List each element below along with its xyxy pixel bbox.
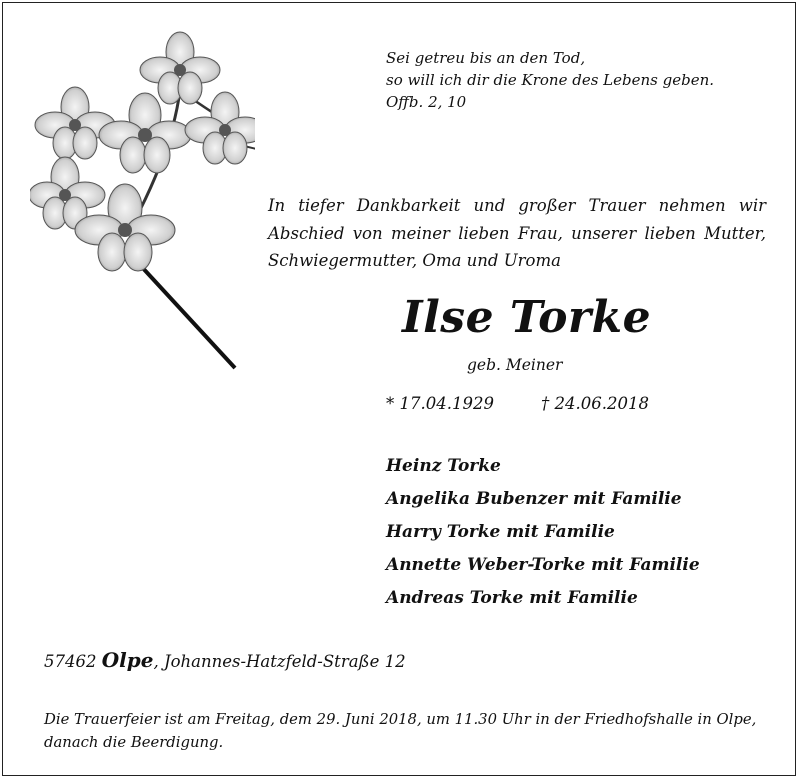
mourner-item: Heinz Torke — [386, 456, 501, 476]
verse-reference: Offb. 2, 10 — [386, 93, 467, 111]
deceased-name: Ilse Torke — [402, 292, 652, 343]
street: , Johannes-Hatzfeld-Straße 12 — [153, 652, 406, 671]
intro-line-1: In tiefer Dankbarkeit und großer Trauer nehmen wir — [268, 196, 766, 215]
mourner-item: Andreas Torke mit Familie — [386, 588, 638, 608]
birth-date: * 17.04.1929 — [386, 394, 494, 413]
maiden-name: geb. Meiner — [467, 356, 563, 374]
service-info — [44, 708, 769, 754]
intro-line-2: Abschied von meiner lieben Frau, unserer lieben Mutter, — [268, 223, 766, 243]
death-date: † 24.06.2018 — [541, 394, 649, 413]
mourners-list — [386, 450, 700, 615]
orchid-branch-icon — [30, 30, 255, 375]
service-line-1: Die Trauerfeier ist am Freitag, dem 29. Juni 2018, um 11.30 Uhr in der Friedhofshalle in Olpe, — [44, 711, 757, 728]
city: Olpe — [101, 648, 154, 672]
mourner-item: Harry Torke mit Familie — [386, 522, 615, 542]
verse-line-1: Sei getreu bis an den Tod, — [386, 49, 586, 67]
bible-verse — [386, 47, 714, 113]
address — [44, 648, 406, 672]
postal-code: 57462 — [44, 652, 97, 671]
mourner-item: Annette Weber-Torke mit Familie — [386, 555, 700, 575]
verse-line-2: so will ich dir die Krone des Lebens geben. — [386, 71, 714, 89]
service-line-2: danach die Beerdigung. — [44, 734, 224, 751]
intro-line-3: Schwiegermutter, Oma und Uroma — [268, 251, 561, 270]
intro-text — [268, 192, 766, 275]
mourner-item: Angelika Bubenzer mit Familie — [386, 489, 682, 509]
